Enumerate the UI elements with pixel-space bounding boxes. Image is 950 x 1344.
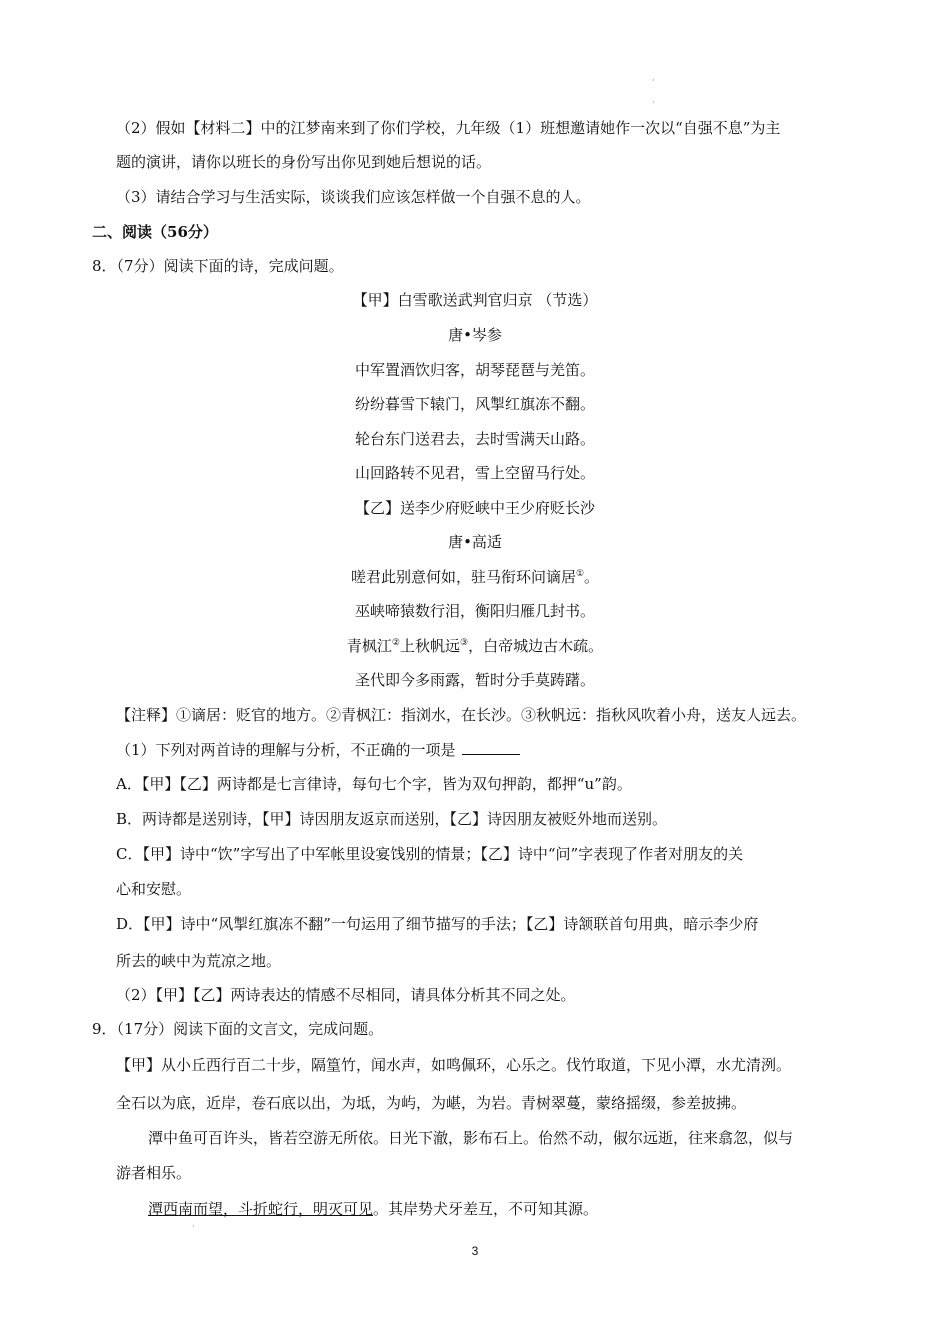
poem-a-author: 唐•岑参	[448, 326, 502, 344]
passage-line: 潭中鱼可百许头，皆若空游无所依。日光下澈，影布石上。佁然不动，俶尔远逝，往来翕忽，似与	[148, 1129, 794, 1147]
scan-mark: ·	[652, 76, 655, 85]
option-c-line2: 心和安慰。	[116, 880, 192, 898]
q8-sub2: （2）【甲】【乙】两诗表达的情感不尽相同，请具体分析其不同之处。	[116, 986, 576, 1004]
answer-blank[interactable]	[462, 740, 520, 755]
q7-sub2-line2: 题的演讲，请你以班长的身份写出你见到她后想说的话。	[116, 153, 492, 171]
poem-a-title: 【甲】白雪歌送武判官归京 （节选）	[352, 291, 598, 309]
poem-b-line: 嗟君此别意何如，驻马衔环问谪居①。	[350, 568, 600, 586]
poem-notes: 【注释】①谪居：贬官的地方。②青枫江：指浏水，在长沙。③秋帆远：指秋风吹着小舟，送友人远去。	[116, 706, 807, 724]
q8-intro: 8．（7分）阅读下面的诗，完成问题。	[92, 257, 344, 275]
q9-intro: 9．（17分）阅读下面的文言文，完成问题。	[92, 1020, 384, 1038]
footnote-marker: ①	[575, 569, 585, 579]
option-d-line1: D．【甲】诗中“风掣红旗冻不翻”一句运用了细节描写的手法；【乙】诗颔联首句用典，暗示李少府	[116, 915, 759, 933]
q8-sub1: （1）下列对两首诗的理解与分析，不正确的一项是	[116, 740, 520, 760]
footnote-marker: ②	[391, 638, 400, 648]
option-d-line2: 所去的峡中为荒凉之地。	[116, 952, 282, 970]
q7-sub3: （3）请结合学习与生活实际，谈谈我们应该怎样做一个自强不息的人。	[116, 188, 591, 206]
underlined-sentence: 潭西南而望，斗折蛇行，明灭可见	[148, 1200, 374, 1218]
poem-b-line: 青枫江②上秋帆远③，白帝城边古木疏。	[346, 637, 604, 655]
passage-line: 游者相乐。	[116, 1164, 192, 1182]
poem-a-line: 轮台东门送君去，去时雪满天山路。	[354, 430, 595, 448]
poem-b-author: 唐•高适	[448, 533, 502, 551]
option-a: A．【甲】【乙】两诗都是七言律诗，每句七个字，皆为双句押韵，都押“u”韵。	[116, 775, 632, 793]
poem-a-line: 纷纷暮雪下辕门，风掣红旗冻不翻。	[354, 395, 595, 413]
page-number: 3	[471, 1244, 479, 1258]
option-b: B．两诗都是送别诗，【甲】诗因朋友返京而送别，【乙】诗因朋友被贬外地而送别。	[116, 810, 668, 828]
option-c-line1: C．【甲】诗中“饮”字写出了中军帐里设宴饯别的情景；【乙】诗中“问”字表现了作者对朋友的关	[116, 845, 744, 863]
section-title: 二、阅读（56分）	[92, 223, 218, 241]
passage-line: 潭西南而望，斗折蛇行，明灭可见。其岸势犬牙差互，不可知其源。	[148, 1200, 599, 1218]
passage-line: 【甲】从小丘西行百二十步，隔篁竹，闻水声，如鸣佩环，心乐之。伐竹取道，下见小潭，水尤清洌。	[116, 1056, 792, 1074]
poem-b-title: 【乙】送李少府贬峡中王少府贬长沙	[354, 499, 595, 517]
poem-a-line: 山回路转不见君，雪上空留马行处。	[354, 464, 595, 482]
poem-b-line: 圣代即今多雨露，暂时分手莫踌躇。	[354, 671, 595, 689]
q7-sub2-line1: （2）假如【材料二】中的江梦南来到了你们学校，九年级（1）班想邀请她作一次以“自强不息”为主	[116, 119, 781, 137]
scan-mark: ·	[652, 98, 655, 107]
scan-mark: ·	[192, 1222, 195, 1231]
footnote-marker: ③	[460, 638, 469, 648]
poem-b-line: 巫峡啼猿数行泪，衡阳归雁几封书。	[354, 602, 595, 620]
poem-a-line: 中军置酒饮归客，胡琴琵琶与羌笛。	[354, 361, 595, 379]
passage-line: 全石以为底，近岸，卷石底以出，为坻，为屿，为嵁，为岩。青树翠蔓，蒙络摇缀，参差披拂。	[116, 1094, 747, 1112]
